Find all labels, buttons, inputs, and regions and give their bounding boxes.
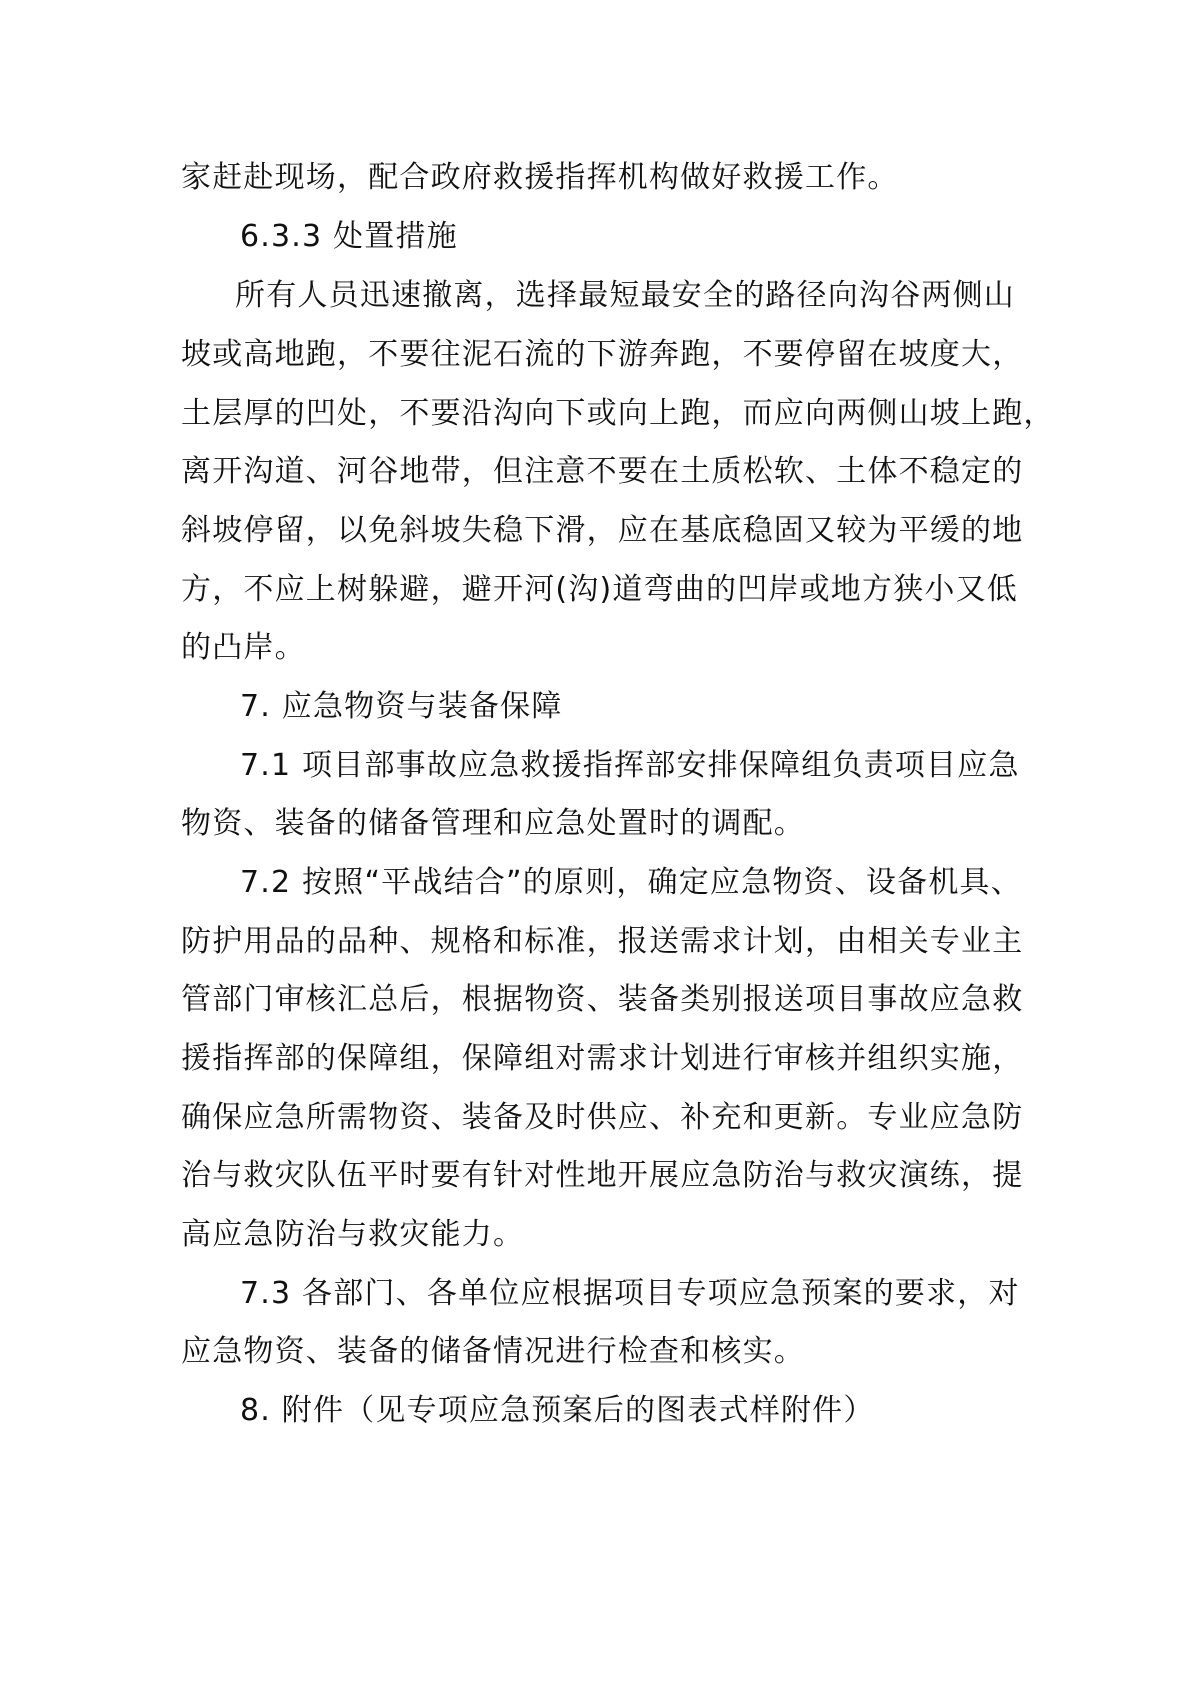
paragraph-line: 援指挥部的保障组，保障组对需求计划进行审核并组织实施，: [181, 1041, 1024, 1076]
paragraph-line: 应急物资、装备的储备情况进行检查和核实。: [181, 1334, 805, 1369]
paragraph-line: 高应急防治与救灾能力。: [181, 1217, 525, 1252]
paragraph-line: 坡或高地跑，不要往泥石流的下游奔跑，不要停留在坡度大，: [181, 337, 1024, 372]
paragraph-line: 7.1 项目部事故应急救援指挥部安排保障组负责项目应急: [240, 748, 1020, 783]
paragraph-line: 物资、装备的储备管理和应急处置时的调配。: [181, 806, 805, 841]
paragraph-line: 治与救灾队伍平时要有针对性地开展应急防治与救灾演练，提: [181, 1158, 1024, 1193]
paragraph-line: 7.3 各部门、各单位应根据项目专项应急预案的要求，对: [240, 1276, 1020, 1311]
paragraph-line: 方，不应上树躲避，避开河(沟)道弯曲的凹岸或地方狭小又低: [181, 572, 1019, 607]
paragraph-line: 所有人员迅速撤离，选择最短最安全的路径向沟谷两侧山: [235, 278, 1015, 313]
section-heading-8: 8. 附件（见专项应急预案后的图表式样附件）: [240, 1393, 875, 1428]
paragraph-line: 的凸岸。: [181, 630, 306, 665]
paragraph-line: 确保应急所需物资、装备及时供应、补充和更新。专业应急防: [181, 1100, 1024, 1135]
paragraph-line: 防护用品的品种、规格和标准，报送需求计划，由相关专业主: [181, 924, 1024, 959]
paragraph-line: 7.2 按照“平战结合”的原则，确定应急物资、设备机具、: [240, 865, 1022, 900]
paragraph-line: 土层厚的凹处，不要沿沟向下或向上跑，而应向两侧山坡上跑，: [181, 396, 1055, 431]
paragraph-line: 斜坡停留，以免斜坡失稳下滑，应在基底稳固又较为平缓的地: [181, 513, 1024, 548]
section-heading-6-3-3: 6.3.3 处置措施: [240, 219, 458, 254]
paragraph-line: 家赶赴现场，配合政府救援指挥机构做好救援工作。: [181, 160, 899, 195]
section-heading-7: 7. 应急物资与装备保障: [240, 689, 563, 724]
paragraph-line: 离开沟道、河谷地带，但注意不要在土质松软、土体不稳定的: [181, 454, 1024, 489]
paragraph-line: 管部门审核汇总后，根据物资、装备类别报送项目事故应急救: [181, 982, 1024, 1017]
